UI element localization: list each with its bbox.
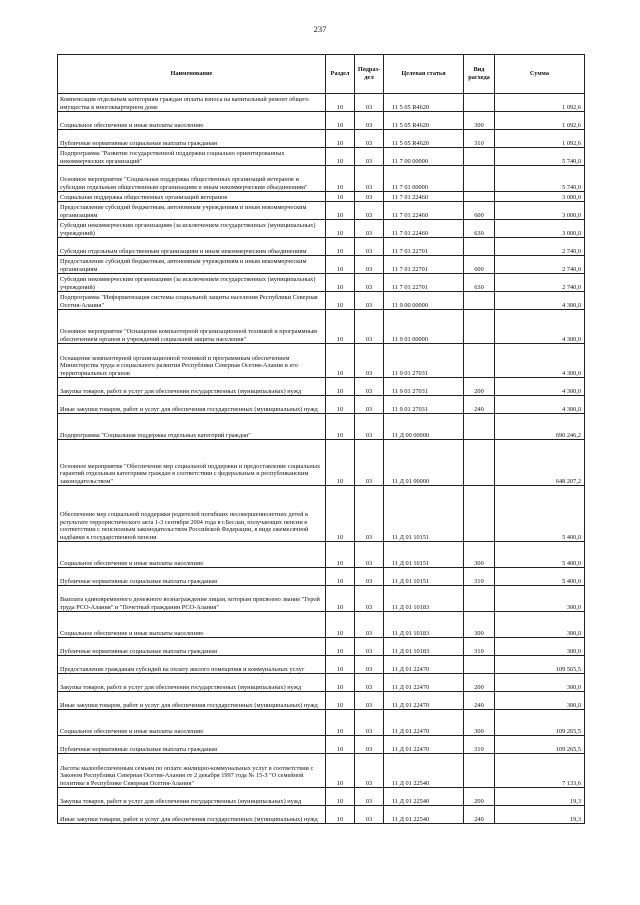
table-row	[58, 568, 585, 586]
cell-sum: 109 565,5	[495, 656, 585, 674]
table-row	[58, 94, 585, 112]
cell-subsection: 03	[355, 148, 384, 166]
cell-sum: 2 740,0	[495, 256, 585, 274]
cell-subsection: 03	[355, 788, 384, 806]
table-row	[58, 130, 585, 148]
cell-section: 10	[326, 612, 355, 638]
cell-type: 240	[464, 396, 495, 414]
cell-section: 10	[326, 414, 355, 440]
cell-type	[464, 440, 495, 486]
header-section: Раздел	[326, 55, 355, 94]
table-body	[58, 94, 585, 824]
table-row	[58, 112, 585, 130]
cell-target: 11 Д 01 10183	[384, 638, 464, 656]
header-subsection: Подраз-дел	[355, 55, 384, 94]
budget-table	[57, 54, 585, 824]
table-row	[58, 166, 585, 192]
table-row	[58, 148, 585, 166]
table-row	[58, 754, 585, 788]
cell-subsection: 03	[355, 220, 384, 238]
cell-sum: 300,0	[495, 638, 585, 656]
cell-sum: 5 740,0	[495, 166, 585, 192]
cell-target: 11 7 01 00000	[384, 166, 464, 192]
cell-type: 310	[464, 638, 495, 656]
cell-subsection: 03	[355, 292, 384, 310]
table-row	[58, 542, 585, 568]
cell-subsection: 03	[355, 310, 384, 344]
cell-section: 10	[326, 638, 355, 656]
cell-sum: 300,0	[495, 692, 585, 710]
table-row	[58, 202, 585, 220]
cell-name: Публичные нормативные социальные выплаты гражданам	[58, 638, 326, 656]
cell-target: 11 7 01 22701	[384, 256, 464, 274]
cell-section: 10	[326, 202, 355, 220]
cell-section: 10	[326, 148, 355, 166]
cell-section: 10	[326, 486, 355, 542]
cell-target: 11 Д 01 22470	[384, 710, 464, 736]
cell-target: 11 9 01 00000	[384, 310, 464, 344]
cell-section: 10	[326, 736, 355, 754]
table-row	[58, 612, 585, 638]
cell-subsection: 03	[355, 806, 384, 824]
cell-target: 11 7 01 22701	[384, 238, 464, 256]
cell-target: 11 7 01 22460	[384, 192, 464, 202]
cell-subsection: 03	[355, 238, 384, 256]
cell-sum: 3 000,0	[495, 202, 585, 220]
cell-sum: 4 300,0	[495, 396, 585, 414]
cell-subsection: 03	[355, 192, 384, 202]
cell-type	[464, 754, 495, 788]
cell-name: Подпрограмма "Развитие государственной поддержки социально ориентированных некоммерческих организаций"	[58, 148, 326, 166]
cell-type	[464, 148, 495, 166]
cell-subsection: 03	[355, 112, 384, 130]
header-name: Наименование	[58, 55, 326, 94]
cell-name: Социальное обеспечение и иные выплаты населению	[58, 710, 326, 736]
cell-sum: 3 000,0	[495, 192, 585, 202]
cell-name: Оснащение компьютерной организационной техникой и программным обеспечением Министерства труда и социального развития Республики Северная Осетия-Алания и его территориальных органов	[58, 344, 326, 378]
cell-target: 11 Д 01 10183	[384, 586, 464, 612]
cell-sum: 648 207,2	[495, 440, 585, 486]
header-sum: Сумма	[495, 55, 585, 94]
cell-name: Основное мероприятие "Обеспечение мер социальной поддержки и предоставление социальных гарантий отдельным категориям граждан в соответствии с федеральным и республиканским законодательством"	[58, 440, 326, 486]
cell-type: 600	[464, 202, 495, 220]
cell-type: 200	[464, 674, 495, 692]
cell-name: Компенсация отдельным категориям граждан оплаты взноса на капитальный ремонт общего имущества в многоквартирном доме	[58, 94, 326, 112]
cell-subsection: 03	[355, 710, 384, 736]
cell-sum: 5 400,0	[495, 486, 585, 542]
cell-name: Публичные нормативные социальные выплаты гражданам	[58, 568, 326, 586]
cell-name: Подпрограмма "Информатизация системы социальной защиты населения Республики Северная Осетия-Алания"	[58, 292, 326, 310]
cell-section: 10	[326, 292, 355, 310]
cell-section: 10	[326, 112, 355, 130]
cell-section: 10	[326, 692, 355, 710]
cell-type: 200	[464, 788, 495, 806]
table-row	[58, 220, 585, 238]
cell-target: 11 Д 01 10151	[384, 568, 464, 586]
cell-type: 300	[464, 112, 495, 130]
cell-type	[464, 292, 495, 310]
cell-type: 200	[464, 378, 495, 396]
cell-section: 10	[326, 754, 355, 788]
cell-name: Подпрограмма "Социальная поддержка отдельных категорий граждан"	[58, 414, 326, 440]
cell-name: Закупка товаров, работ и услуг для обеспечения государственных (муниципальных) нужд	[58, 674, 326, 692]
cell-sum: 1 092,6	[495, 94, 585, 112]
cell-subsection: 03	[355, 638, 384, 656]
table-row	[58, 414, 585, 440]
header-type: Вид расхода	[464, 55, 495, 94]
table-row	[58, 586, 585, 612]
cell-subsection: 03	[355, 274, 384, 292]
cell-sum: 109 265,5	[495, 710, 585, 736]
cell-name: Публичные нормативные социальные выплаты гражданам	[58, 130, 326, 148]
cell-type	[464, 310, 495, 344]
cell-type	[464, 414, 495, 440]
cell-sum: 300,0	[495, 674, 585, 692]
table-header-row	[58, 55, 585, 94]
cell-name: Льготы малообеспеченным семьям по оплате жилищно-коммунальных услуг в соответствии с Законом Республики Северная Осетия-Алания от 2 декабря 1997 года № 15-З "О семейной политике в Республике Северная Осетия-Алания"	[58, 754, 326, 788]
cell-type: 310	[464, 130, 495, 148]
cell-sum: 4 300,0	[495, 310, 585, 344]
cell-target: 11 Д 01 22540	[384, 754, 464, 788]
cell-name: Закупка товаров, работ и услуг для обеспечения государственных (муниципальных) нужд	[58, 788, 326, 806]
cell-type	[464, 166, 495, 192]
cell-target: 11 9 01 27031	[384, 344, 464, 378]
cell-section: 10	[326, 806, 355, 824]
cell-name: Предоставление субсидий бюджетным, автономным учреждениям и иным некоммерческим организациям	[58, 256, 326, 274]
cell-type	[464, 192, 495, 202]
cell-target: 11 7 01 22460	[384, 220, 464, 238]
cell-section: 10	[326, 220, 355, 238]
cell-target: 11 Д 01 22540	[384, 788, 464, 806]
cell-target: 11 9 00 00000	[384, 292, 464, 310]
cell-name: Обеспечение мер социальной поддержки родителей погибших несовершеннолетних детей в результате террористического акта 1-3 сентября 2004 года в г.Беслан, получающих пенсии в соответствии с пенсионным законодательством Российской Федерации, в виде ежемесячной надбавки к государственной пенсии	[58, 486, 326, 542]
cell-subsection: 03	[355, 94, 384, 112]
cell-sum: 300,0	[495, 586, 585, 612]
table-row	[58, 692, 585, 710]
cell-name: Основное мероприятие "Оснащение компьютерной организационной техникой и программным обеспечением органов и учреждений социальной защиты населения"	[58, 310, 326, 344]
cell-target: 11 Д 01 10151	[384, 486, 464, 542]
cell-target: 11 5 05 R4620	[384, 112, 464, 130]
table-row	[58, 192, 585, 202]
cell-section: 10	[326, 192, 355, 202]
cell-type: 240	[464, 692, 495, 710]
cell-section: 10	[326, 274, 355, 292]
cell-sum: 4 300,0	[495, 344, 585, 378]
table-row	[58, 638, 585, 656]
cell-type: 240	[464, 806, 495, 824]
table-row	[58, 344, 585, 378]
cell-section: 10	[326, 788, 355, 806]
cell-section: 10	[326, 166, 355, 192]
cell-target: 11 7 00 00000	[384, 148, 464, 166]
cell-type: 600	[464, 256, 495, 274]
cell-name: Социальное обеспечение и иные выплаты населению	[58, 112, 326, 130]
cell-type	[464, 344, 495, 378]
cell-section: 10	[326, 256, 355, 274]
cell-target: 11 Д 01 22470	[384, 692, 464, 710]
cell-type	[464, 94, 495, 112]
cell-subsection: 03	[355, 736, 384, 754]
cell-sum: 1 092,6	[495, 112, 585, 130]
cell-target: 11 Д 01 22470	[384, 736, 464, 754]
table-row	[58, 806, 585, 824]
cell-name: Субсидии некоммерческим организациям (за исключением государственных (муниципальных) учреждений)	[58, 274, 326, 292]
cell-section: 10	[326, 656, 355, 674]
cell-subsection: 03	[355, 202, 384, 220]
cell-type: 300	[464, 612, 495, 638]
cell-section: 10	[326, 378, 355, 396]
cell-name: Социальное обеспечение и иные выплаты населению	[58, 612, 326, 638]
cell-subsection: 03	[355, 754, 384, 788]
cell-type	[464, 656, 495, 674]
cell-sum: 5 740,0	[495, 148, 585, 166]
cell-name: Иные закупки товаров, работ и услуг для обеспечения государственных (муниципальных) нужд	[58, 692, 326, 710]
cell-sum: 19,3	[495, 806, 585, 824]
cell-target: 11 7 01 22701	[384, 274, 464, 292]
cell-name: Публичные нормативные социальные выплаты гражданам	[58, 736, 326, 754]
cell-subsection: 03	[355, 344, 384, 378]
cell-target: 11 9 01 27031	[384, 378, 464, 396]
cell-target: 11 5 05 R4620	[384, 130, 464, 148]
cell-section: 10	[326, 94, 355, 112]
cell-section: 10	[326, 130, 355, 148]
cell-section: 10	[326, 396, 355, 414]
table-row	[58, 674, 585, 692]
cell-section: 10	[326, 542, 355, 568]
cell-type: 300	[464, 710, 495, 736]
cell-name: Иные закупки товаров, работ и услуг для обеспечения государственных (муниципальных) нужд	[58, 806, 326, 824]
cell-sum: 300,0	[495, 612, 585, 638]
cell-target: 11 7 01 22460	[384, 202, 464, 220]
cell-name: Выплата единовременного денежного вознаграждения лицам, которым присвоено звание "Герой труда РСО-Алания" и "Почетный гражданин РСО-Алания"	[58, 586, 326, 612]
cell-sum: 2 740,0	[495, 274, 585, 292]
cell-subsection: 03	[355, 486, 384, 542]
cell-name: Предоставление субсидий бюджетным, автономным учреждениям и иным некоммерческим организациям	[58, 202, 326, 220]
table-row	[58, 378, 585, 396]
cell-sum: 7 133,6	[495, 754, 585, 788]
cell-name: Субсидии отдельным общественным организациям и иным некоммерческим объединениям	[58, 238, 326, 256]
cell-name: Иные закупки товаров, работ и услуг для обеспечения государственных (муниципальных) нужд	[58, 396, 326, 414]
cell-subsection: 03	[355, 692, 384, 710]
cell-sum: 4 300,0	[495, 378, 585, 396]
cell-subsection: 03	[355, 440, 384, 486]
cell-target: 11 Д 01 00000	[384, 440, 464, 486]
cell-sum: 1 092,6	[495, 130, 585, 148]
cell-type	[464, 238, 495, 256]
cell-subsection: 03	[355, 378, 384, 396]
cell-sum: 690 246,2	[495, 414, 585, 440]
table-row	[58, 788, 585, 806]
cell-name: Закупка товаров, работ и услуг для обеспечения государственных (муниципальных) нужд	[58, 378, 326, 396]
cell-target: 11 Д 00 00000	[384, 414, 464, 440]
table-row	[58, 310, 585, 344]
cell-sum: 4 300,0	[495, 292, 585, 310]
cell-subsection: 03	[355, 414, 384, 440]
page-number: 237	[313, 24, 327, 34]
cell-subsection: 03	[355, 612, 384, 638]
cell-section: 10	[326, 586, 355, 612]
cell-subsection: 03	[355, 542, 384, 568]
table-row	[58, 440, 585, 486]
cell-subsection: 03	[355, 656, 384, 674]
header-target: Целевая статья	[384, 55, 464, 94]
cell-section: 10	[326, 238, 355, 256]
cell-sum: 2 740,0	[495, 238, 585, 256]
cell-subsection: 03	[355, 674, 384, 692]
cell-target: 11 5 05 R4620	[384, 94, 464, 112]
table-row	[58, 396, 585, 414]
cell-subsection: 03	[355, 586, 384, 612]
cell-sum: 109 265,5	[495, 736, 585, 754]
cell-sum: 5 400,0	[495, 542, 585, 568]
cell-target: 11 9 01 27031	[384, 396, 464, 414]
cell-name: Предоставление гражданам субсидий на оплату жилого помещения и коммунальных услуг	[58, 656, 326, 674]
table-row	[58, 486, 585, 542]
cell-name: Субсидии некоммерческим организациям (за исключением государственных (муниципальных) учреждений)	[58, 220, 326, 238]
cell-section: 10	[326, 710, 355, 736]
cell-target: 11 Д 01 22470	[384, 656, 464, 674]
cell-target: 11 Д 01 10183	[384, 612, 464, 638]
table-row	[58, 292, 585, 310]
cell-subsection: 03	[355, 130, 384, 148]
cell-type	[464, 486, 495, 542]
cell-type: 630	[464, 220, 495, 238]
table-row	[58, 656, 585, 674]
table-row	[58, 710, 585, 736]
table-row	[58, 238, 585, 256]
table-row	[58, 256, 585, 274]
cell-subsection: 03	[355, 568, 384, 586]
cell-section: 10	[326, 568, 355, 586]
table-row	[58, 736, 585, 754]
cell-sum: 19,3	[495, 788, 585, 806]
cell-section: 10	[326, 344, 355, 378]
cell-subsection: 03	[355, 166, 384, 192]
cell-type: 310	[464, 736, 495, 754]
cell-type: 300	[464, 542, 495, 568]
cell-name: Социальная поддержка общественных организаций ветеранов	[58, 192, 326, 202]
cell-section: 10	[326, 310, 355, 344]
cell-type: 630	[464, 274, 495, 292]
cell-section: 10	[326, 674, 355, 692]
cell-section: 10	[326, 440, 355, 486]
cell-subsection: 03	[355, 256, 384, 274]
cell-name: Социальное обеспечение и иные выплаты населению	[58, 542, 326, 568]
cell-type: 310	[464, 568, 495, 586]
table-row	[58, 274, 585, 292]
cell-target: 11 Д 01 10151	[384, 542, 464, 568]
cell-subsection: 03	[355, 396, 384, 414]
cell-name: Основное мероприятие "Социальная поддержка общественных организаций ветеранов и субсидии отдельным общественным организациям и иным некоммерческим объединениям"	[58, 166, 326, 192]
cell-sum: 5 400,0	[495, 568, 585, 586]
cell-target: 11 Д 01 22470	[384, 674, 464, 692]
cell-target: 11 Д 01 22540	[384, 806, 464, 824]
cell-type	[464, 586, 495, 612]
cell-sum: 3 000,0	[495, 220, 585, 238]
